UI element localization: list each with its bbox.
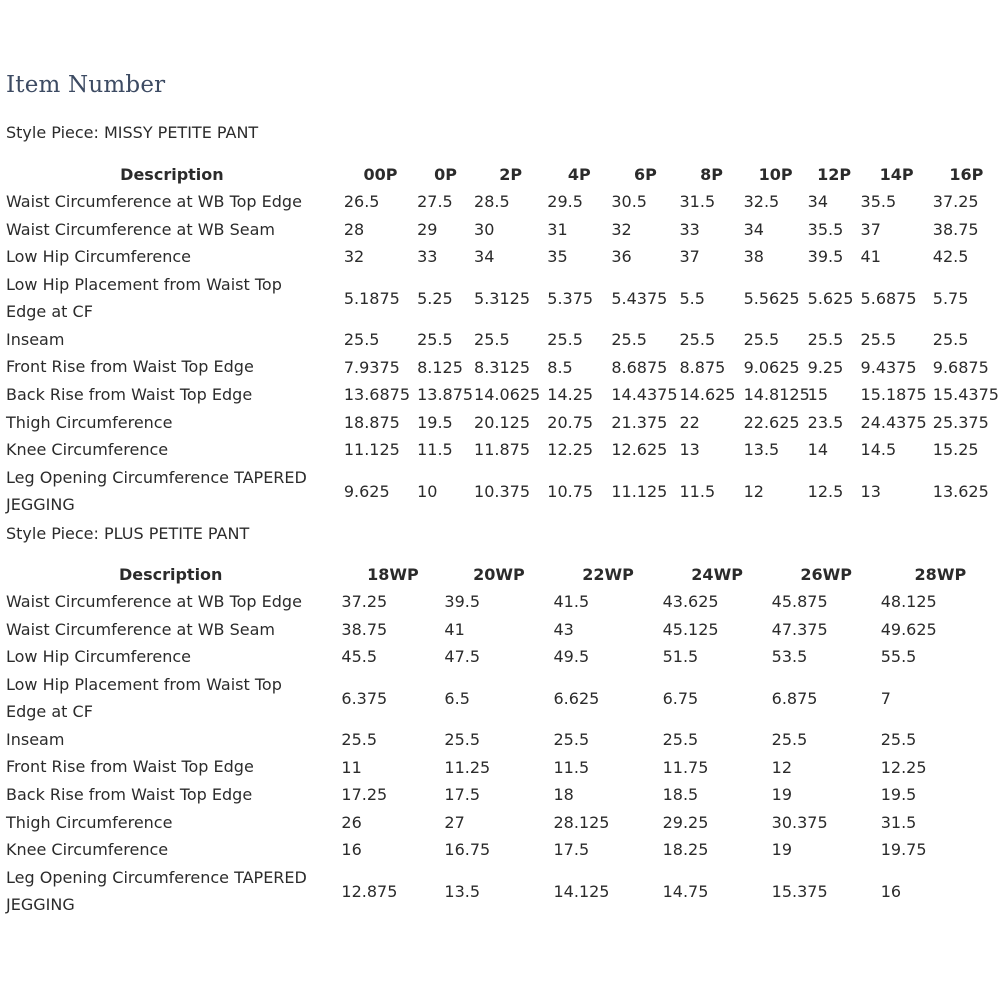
table-cell: 11.875: [474, 440, 531, 460]
table-cell: 39.5: [807, 247, 844, 267]
table-cell: 12.875: [341, 881, 398, 901]
table-row: [0, 188, 1000, 216]
table-cell: 28.5: [474, 192, 510, 212]
table-cell: 48.125: [880, 592, 937, 612]
table-cell: 8.125: [417, 357, 463, 377]
table-cell: 25.375: [932, 412, 989, 432]
table-cell: 32: [343, 247, 365, 267]
table-cell: 19.5: [417, 412, 453, 432]
table-row: [0, 381, 1000, 409]
table-row: [0, 809, 1000, 837]
table-cell: 8.875: [679, 357, 726, 377]
table-cell: 11.5: [679, 481, 716, 501]
table-cell: 25.5: [611, 330, 647, 350]
table-cell: 51.5: [662, 647, 699, 667]
table-row: [0, 588, 1000, 616]
column-header-size: 0P: [434, 165, 457, 184]
column-header-description: Description: [120, 165, 224, 184]
table-cell: 29.5: [547, 192, 583, 212]
row-label: Inseam: [6, 329, 65, 349]
table-cell: 25.5: [553, 730, 590, 750]
table-cell: 25.5: [743, 330, 780, 350]
table-cell: 11.125: [343, 440, 400, 460]
table-cell: 9.25: [807, 357, 844, 377]
table-cell: 8.5: [547, 357, 573, 377]
row-label: Back Rise from Waist Top Edge: [6, 784, 253, 804]
table-cell: 20.75: [547, 412, 594, 432]
table-cell: 30: [474, 219, 495, 239]
page-title: Item Number: [6, 72, 166, 98]
table-cell: 5.375: [547, 288, 594, 308]
table-cell: 34: [474, 247, 495, 267]
table-cell: 11: [341, 757, 362, 777]
table-cell: 31.5: [880, 812, 917, 832]
column-header-description: Description: [118, 565, 223, 584]
table-cell: 5.5: [679, 288, 705, 308]
table-row: [0, 753, 1000, 781]
table-cell: 42.5: [932, 247, 969, 267]
table-cell: 30.5: [611, 192, 647, 212]
row-label: Thigh Circumference: [6, 412, 173, 432]
column-header-size: 8P: [700, 165, 723, 184]
table-cell: 37: [860, 219, 881, 239]
section-label-plus: Style Piece: PLUS PETITE PANT: [6, 524, 250, 543]
table-cell: 10.75: [547, 481, 594, 501]
table-cell: 27: [444, 812, 465, 832]
column-header-size: 16P: [949, 165, 984, 184]
table-cell: 30.375: [771, 812, 828, 832]
table-cell: 35: [547, 247, 568, 267]
table-cell: 37: [679, 247, 700, 267]
table-row: [0, 781, 1000, 809]
table-cell: 38.75: [341, 619, 388, 639]
table-cell: 15.25: [932, 440, 979, 460]
table-cell: 7.9375: [343, 357, 400, 377]
table-cell: 5.625: [807, 288, 854, 308]
table-cell: 37.25: [932, 192, 979, 212]
table-cell: 25.5: [547, 330, 583, 350]
table-cell: 5.3125: [474, 288, 531, 308]
table-cell: 26: [341, 812, 362, 832]
table-cell: 5.25: [417, 288, 453, 308]
table-cell: 18.875: [343, 412, 400, 432]
column-header-size: 20WP: [473, 565, 525, 584]
column-header-size: 4P: [567, 165, 591, 184]
table-cell: 34: [807, 192, 829, 212]
table-cell: 6.875: [771, 688, 818, 708]
column-header-size: 12P: [817, 165, 852, 184]
section-label-missy: Style Piece: MISSY PETITE PANT: [6, 123, 259, 142]
table-cell: 25.5: [444, 730, 481, 750]
row-label: Front Rise from Waist Top Edge: [6, 357, 254, 377]
table-cell: 13.625: [932, 481, 989, 501]
table-cell: 45.125: [662, 619, 719, 639]
table-cell: 15.1875: [860, 385, 927, 405]
column-header-size: 24WP: [691, 565, 743, 584]
table-cell: 25.5: [417, 330, 453, 350]
table-cell: 12: [771, 757, 793, 777]
table-cell: 53.5: [771, 647, 808, 667]
table-cell: 25.5: [343, 330, 380, 350]
table-cell: 26.5: [343, 192, 380, 212]
table-cell: 16.75: [444, 840, 491, 860]
header-row: [0, 161, 1000, 188]
table-row: [0, 464, 1000, 519]
table-row: [0, 409, 1000, 437]
table-cell: 23.5: [807, 412, 844, 432]
table-cell: 18.25: [662, 840, 709, 860]
table-cell: 10: [417, 481, 438, 501]
table-cell: 14.4375: [611, 385, 678, 405]
table-cell: 49.5: [553, 647, 590, 667]
table-row: [0, 616, 1000, 644]
table-cell: 43.625: [662, 592, 719, 612]
row-label: Leg Opening Circumference TAPERED JEGGING: [6, 867, 307, 915]
table-cell: 13.875: [417, 385, 474, 405]
table-cell: 5.75: [932, 288, 969, 308]
table-cell: 5.1875: [343, 288, 400, 308]
row-label: Low Hip Circumference: [6, 647, 192, 667]
column-header-size: 22WP: [582, 565, 634, 584]
table-cell: 5.5625: [743, 288, 800, 308]
table-cell: 28: [343, 219, 365, 239]
table-cell: 11.25: [444, 757, 491, 777]
table-cell: 38.75: [932, 219, 979, 239]
column-header-size: 26WP: [800, 565, 853, 584]
table-cell: 11.5: [553, 757, 590, 777]
table-cell: 33: [417, 247, 438, 267]
table-cell: 19: [771, 785, 793, 805]
table-row: [0, 864, 1000, 919]
table-cell: 45.875: [771, 592, 828, 612]
table-cell: 14.125: [553, 881, 610, 901]
table-cell: 14: [807, 440, 829, 460]
row-label: Waist Circumference at WB Top Edge: [6, 592, 302, 611]
table-cell: 31: [547, 219, 568, 239]
table-cell: 25.5: [880, 730, 917, 750]
table-cell: 9.4375: [860, 357, 917, 377]
table-cell: 47.375: [771, 619, 828, 639]
table-cell: 25.5: [807, 330, 844, 350]
table-cell: 6.625: [553, 688, 600, 708]
table-cell: 8.6875: [611, 357, 668, 377]
table-row: [0, 216, 1000, 244]
row-label: Waist Circumference at WB Seam: [6, 219, 275, 239]
row-label: Thigh Circumference: [6, 812, 173, 832]
table-cell: 13.6875: [343, 385, 411, 405]
table-cell: 35.5: [860, 192, 897, 212]
table-cell: 35.5: [807, 219, 844, 239]
table-cell: 45.5: [341, 647, 378, 667]
table-cell: 11.75: [662, 757, 709, 777]
table-cell: 25.5: [662, 730, 699, 750]
table-cell: 9.6875: [932, 357, 989, 377]
table-cell: 29.25: [662, 812, 709, 832]
size-chart-table-missy: [0, 161, 1000, 519]
table-cell: 17.25: [341, 785, 388, 805]
table-cell: 12.25: [547, 440, 594, 460]
row-label: Low Hip Placement from Waist Top Edge at CF: [6, 674, 282, 722]
table-cell: 13: [860, 481, 881, 501]
table-cell: 55.5: [880, 647, 917, 667]
table-cell: 41: [444, 619, 465, 639]
table-cell: 31.5: [679, 192, 716, 212]
table-cell: 28.125: [553, 812, 610, 832]
table-cell: 25.5: [341, 730, 378, 750]
table-cell: 24.4375: [860, 412, 927, 432]
row-label: Knee Circumference: [6, 440, 169, 460]
table-cell: 36: [611, 247, 632, 267]
table-cell: 19.75: [880, 840, 927, 860]
column-header-size: 10P: [758, 165, 793, 184]
table-cell: 6.375: [341, 688, 388, 708]
table-cell: 41.5: [553, 592, 590, 612]
table-cell: 22: [679, 412, 700, 432]
table-cell: 15.375: [771, 881, 828, 901]
row-label: Back Rise from Waist Top Edge: [6, 384, 253, 404]
table-cell: 33: [679, 219, 700, 239]
table-cell: 14.8125: [743, 385, 810, 405]
table-cell: 14.0625: [474, 385, 541, 405]
column-header-size: 00P: [363, 165, 398, 184]
table-cell: 11.125: [611, 481, 668, 501]
table-cell: 39.5: [444, 592, 481, 612]
table-cell: 21.375: [611, 412, 668, 432]
table-row: [0, 643, 1000, 671]
header-row: [0, 561, 1000, 588]
table-cell: 25.5: [474, 330, 510, 350]
size-chart-table-plus: [0, 561, 1000, 919]
table-cell: 6.5: [444, 688, 470, 708]
table-cell: 18.5: [662, 785, 699, 805]
table-cell: 12.25: [880, 757, 927, 777]
table-cell: 8.3125: [474, 357, 531, 377]
table-cell: 25.5: [771, 730, 808, 750]
table-cell: 12: [743, 481, 764, 501]
table-row: [0, 271, 1000, 326]
table-cell: 13.5: [743, 440, 780, 460]
table-cell: 25.5: [932, 330, 969, 350]
table-row: [0, 436, 1000, 464]
row-label: Low Hip Circumference: [6, 247, 192, 267]
table-cell: 27.5: [417, 192, 453, 212]
table-cell: 17.5: [553, 840, 590, 860]
table-cell: 19.5: [880, 785, 917, 805]
table-cell: 10.375: [474, 481, 531, 501]
table-cell: 9.0625: [743, 357, 800, 377]
row-label: Waist Circumference at WB Top Edge: [6, 192, 302, 211]
table-cell: 37.25: [341, 592, 388, 612]
table-cell: 12.625: [611, 440, 668, 460]
row-label: Waist Circumference at WB Seam: [6, 619, 275, 639]
table-cell: 7: [880, 688, 891, 708]
table-row: [0, 836, 1000, 864]
table-cell: 43: [553, 619, 574, 639]
row-label: Knee Circumference: [6, 840, 169, 860]
table-cell: 13: [679, 440, 700, 460]
table-row: [0, 353, 1000, 381]
table-cell: 11.5: [417, 440, 453, 460]
table-cell: 17.5: [444, 785, 481, 805]
row-label: Leg Opening Circumference TAPERED JEGGING: [6, 467, 307, 515]
column-header-size: 2P: [499, 165, 523, 184]
table-cell: 19: [771, 840, 793, 860]
table-cell: 14.5: [860, 440, 897, 460]
column-header-size: 6P: [633, 165, 657, 184]
table-row: [0, 326, 1000, 354]
column-header-size: 28WP: [914, 565, 967, 584]
table-cell: 29: [417, 219, 438, 239]
table-cell: 5.4375: [611, 288, 668, 308]
table-row: [0, 726, 1000, 754]
table-cell: 32: [611, 219, 632, 239]
table-cell: 32.5: [743, 192, 780, 212]
table-cell: 20.125: [474, 412, 531, 432]
row-label: Front Rise from Waist Top Edge: [6, 757, 254, 777]
table-cell: 16: [880, 881, 902, 901]
column-header-size: 18WP: [367, 565, 419, 584]
table-cell: 9.625: [343, 481, 390, 501]
row-label: Low Hip Placement from Waist Top Edge at CF: [6, 274, 282, 322]
table-cell: 15: [807, 385, 829, 405]
table-cell: 6.75: [662, 688, 699, 708]
table-cell: 14.25: [547, 385, 594, 405]
table-cell: 38: [743, 247, 764, 267]
table-cell: 22.625: [743, 412, 800, 432]
table-row: [0, 243, 1000, 271]
table-cell: 41: [860, 247, 881, 267]
table-cell: 25.5: [679, 330, 716, 350]
table-cell: 14.625: [679, 385, 736, 405]
table-cell: 25.5: [860, 330, 897, 350]
column-header-size: 14P: [879, 165, 914, 184]
table-cell: 13.5: [444, 881, 481, 901]
table-cell: 14.75: [662, 881, 709, 901]
table-row: [0, 671, 1000, 726]
table-cell: 47.5: [444, 647, 481, 667]
row-label: Inseam: [6, 729, 65, 749]
table-cell: 49.625: [880, 619, 937, 639]
table-cell: 15.4375: [932, 385, 999, 405]
table-cell: 34: [743, 219, 764, 239]
table-cell: 16: [341, 840, 362, 860]
table-cell: 12.5: [807, 481, 844, 501]
table-cell: 5.6875: [860, 288, 917, 308]
table-cell: 18: [553, 785, 574, 805]
